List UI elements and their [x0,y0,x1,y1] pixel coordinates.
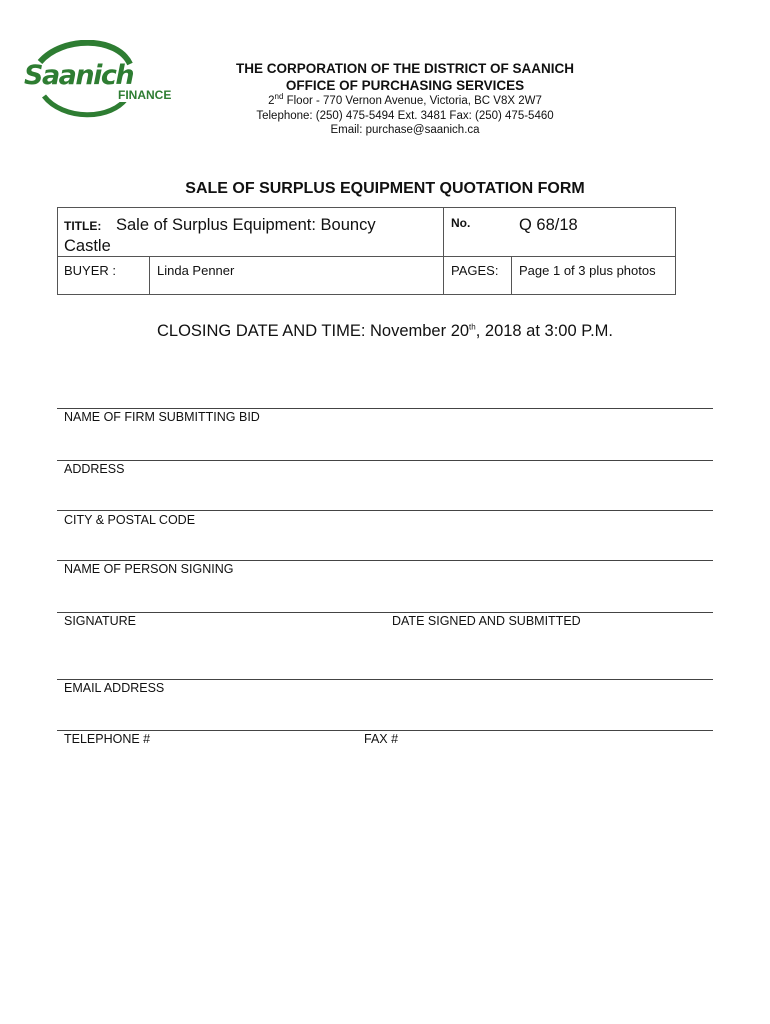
signature-field[interactable]: SIGNATURE [64,614,136,628]
address-line [57,460,713,461]
office-email: Email: purchase@saanich.ca [330,124,480,136]
pages-label: PAGES: [451,263,499,278]
pages-value: Page 1 of 3 plus photos [519,263,656,278]
office-phone: Telephone: (250) 475-5494 Ext. 3481 Fax: (250) 475-5460 [256,109,554,122]
org-name: THE CORPORATION OF THE DISTRICT OF SAANICH [236,61,574,76]
date-signed-field[interactable]: DATE SIGNED AND SUBMITTED [392,614,581,628]
closing-date-time: CLOSING DATE AND TIME: November 20th, 2018 at 3:00 P.M. [156,322,614,340]
document-header [150,60,660,138]
person-signing-field[interactable]: NAME OF PERSON SIGNING [64,562,234,576]
quotation-info-table [57,207,676,295]
title-label: TITLE: [64,219,102,233]
logo-name: Saanich [24,60,134,91]
quotation-number: Q 68/18 [519,216,578,234]
buyer-value: Linda Penner [157,263,235,278]
fax-field[interactable]: FAX # [364,732,399,746]
buyer-label: BUYER : [64,263,117,278]
title-value: Sale of Surplus Equipment: Bouncy Castle [64,216,376,255]
phone-line [57,730,713,731]
telephone-field[interactable]: TELEPHONE # [64,732,151,746]
signature-line [57,612,713,613]
no-label: No. [451,216,471,230]
form-title: SALE OF SURPLUS EQUIPMENT QUOTATION FORM [185,180,585,197]
firm-line [57,408,713,409]
city-postal-field[interactable]: CITY & POSTAL CODE [64,513,196,527]
address-field[interactable]: ADDRESS [64,462,125,476]
office-name: OFFICE OF PURCHASING SERVICES [285,78,525,93]
office-address: 2nd Floor - 770 Vernon Avenue, Victoria, BC V8X 2W7 [268,92,542,107]
city-line [57,510,713,511]
firm-name-field[interactable]: NAME OF FIRM SUBMITTING BID [64,410,260,424]
person-line [57,560,713,561]
email-line [57,679,713,680]
logo-subtitle: FINANCE [118,88,172,102]
email-field[interactable]: EMAIL ADDRESS [64,681,165,695]
